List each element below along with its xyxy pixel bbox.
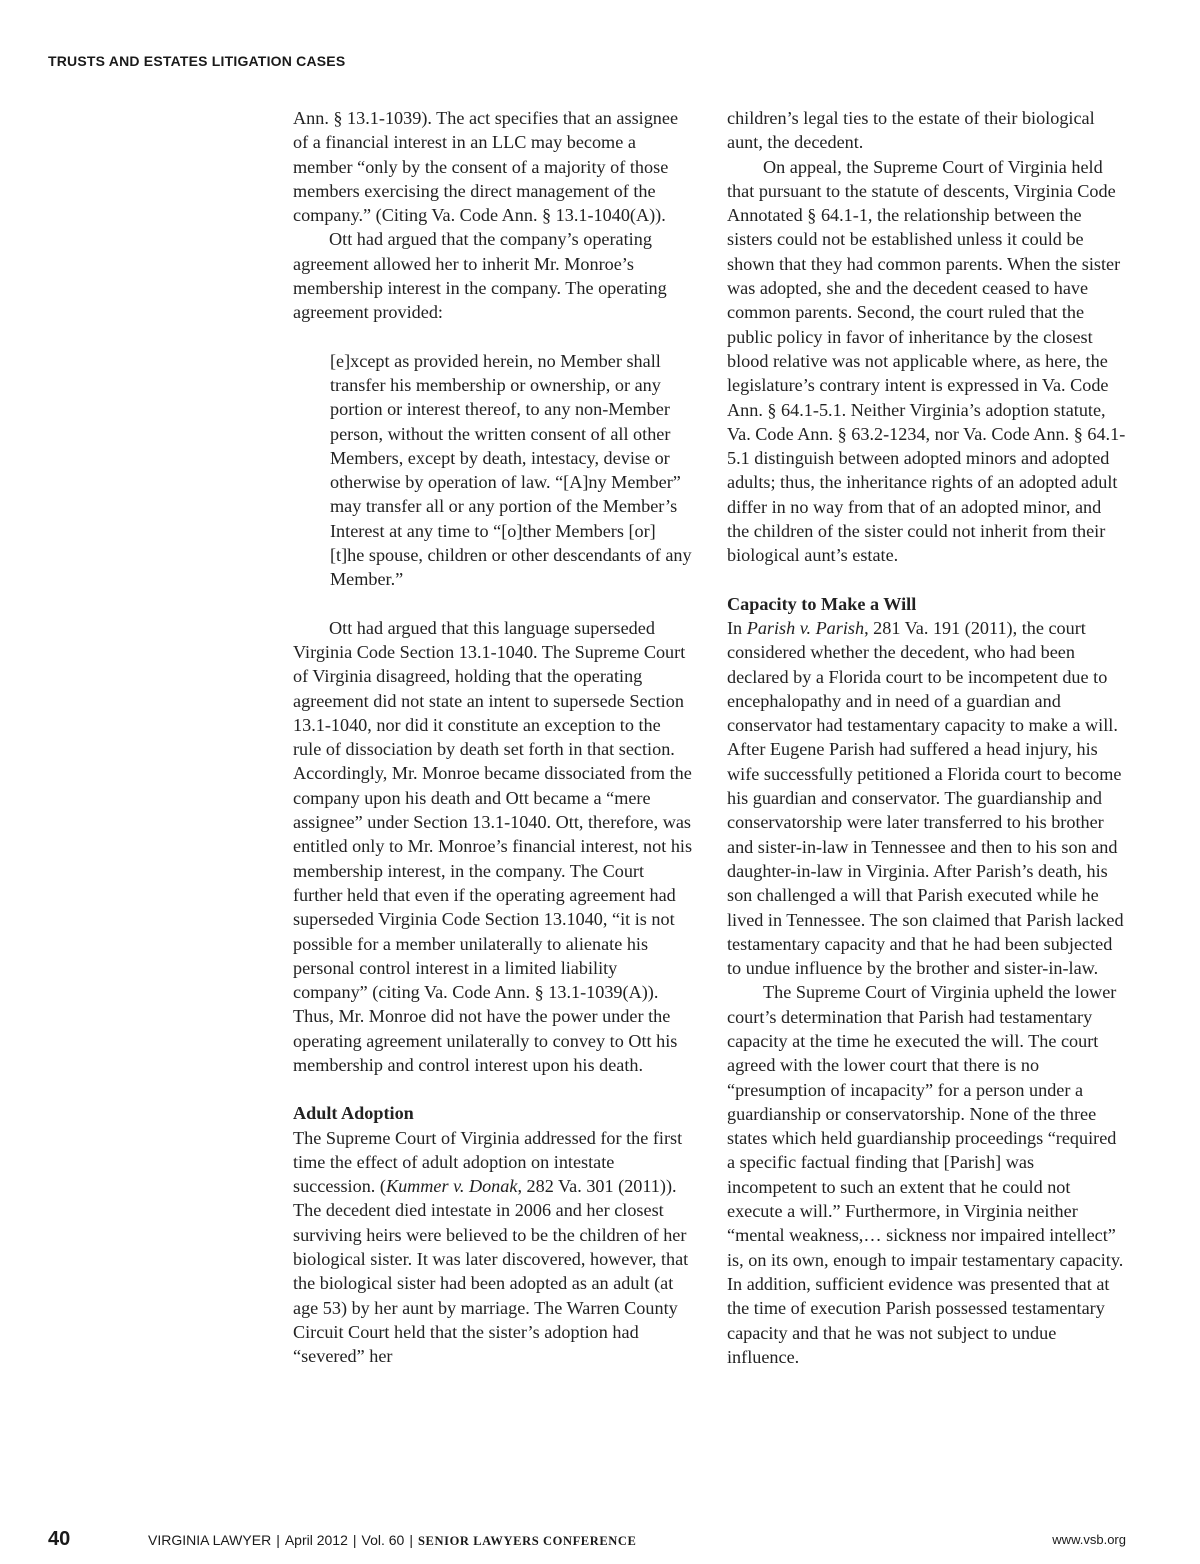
paragraph: Ott had argued that this language superseded Virginia Code Section 13.1-1040. The Supreme Court of Virginia disagreed, holding that the operating agreement did not state an intent to supersede Section 13.1-1040, nor did it constitute an exception to the rule of dissociation by death set forth in that section. Accordingly, Mr. Monroe became dissociated from the company upon his death and Ott became a “mere assignee” under Section 13.1-1040. Ott, therefore, was entitled only to Mr. Monroe’s financial interest, not his membership interest, in the company. The Court further held that even if the operating agreement had superseded Virginia Code Section 13.1040, “it is not possible for a member unilaterally to alienate his personal control interest in a limited liability company” (citing Va. Code Ann. § 13.1-1039(A)). Thus, Mr. Monroe did not have the power under the operating agreement unilaterally to convey to Ott his membership and control interest upon his death.	[293, 617, 693, 1075]
publication-name: VIRGINIA LAWYER	[148, 1532, 272, 1548]
block-quote: [e]xcept as provided herein, no Member shall transfer his membership or ownership, or any portion or interest thereof, to any non-Member person, without the written consent of all other Members, except by death, intestacy, devise or otherwise by operation of law. “[A]ny Member” may transfer all or any portion of the Member’s Interest at any time to “[o]ther Members [or] [t]he spouse, children or other descendants of any Member.”	[330, 350, 692, 590]
case-citation: Parish v. Parish	[746, 617, 865, 638]
volume: Vol. 60	[361, 1532, 405, 1548]
section-header: TRUSTS AND ESTATES LITIGATION CASES	[48, 53, 346, 69]
issue-date: April 2012	[284, 1532, 348, 1548]
publication-line	[148, 1532, 637, 1549]
paragraph: On appeal, the Supreme Court of Virginia held that pursuant to the statute of descents, Virginia Code Annotated § 64.1-1, the relationship between the sisters could not be established unless it could be shown that they had common parents. When the sister was adopted, she and the decedent ceased to have common parents. Second, the court ruled that the public policy in favor of inheritance by the closest blood relative was not applicable where, as here, the legislature’s contrary intent is expressed in Va. Code Ann. § 64.1-5.1. Neither Virginia’s adoption statute, Va. Code Ann. § 63.2-1234, nor Va. Code Ann. § 64.1-5.1 distinguish between adopted minors and adopted adults; thus, the inheritance rights of an adopted adult differ in no way from that of an adopted minor, and the children of the sister could not inherit from their biological aunt’s estate.	[727, 156, 1126, 566]
text-run: The Supreme Court of Virginia addressed for the first time the effect of adult adoption on intestate succession. (	[293, 1127, 683, 1197]
separator: |	[409, 1532, 413, 1548]
separator: |	[352, 1532, 357, 1548]
left-column	[293, 106, 693, 1369]
text-run: , 282 Va. 301 (2011)). The decedent died intestate in 2006 and her closest surviving heirs were believed to be the children of her biological sister. It was later discovered, however, that the biological sister had been adopted as an adult (at age 53) by her aunt by marriage. The Warren County Circuit Court held that the sister’s adoption had “severed” her	[293, 1176, 689, 1367]
paragraph	[727, 616, 1127, 980]
separator: |	[276, 1532, 280, 1548]
section-heading-capacity: Capacity to Make a Will	[727, 593, 917, 614]
section-heading-adult-adoption: Adult Adoption	[293, 1103, 414, 1124]
text-run: In	[727, 617, 747, 638]
page-footer	[0, 1528, 1200, 1558]
website-link[interactable]: www.vsb.org	[1052, 1532, 1126, 1547]
paragraph: Ann. § 13.1-1039). The act specifies that an assignee of a financial interest in an LLC may become a member “only by the consent of a majority of those members exercising the direct management of the company.” (Citing Va. Code Ann. § 13.1-1040(A)).	[293, 108, 679, 226]
conference-name: SENIOR LAWYERS CONFERENCE	[417, 1534, 637, 1548]
page-number: 40	[48, 1528, 71, 1550]
paragraph: children’s legal ties to the estate of their biological aunt, the decedent.	[727, 108, 1095, 153]
paragraph	[293, 1126, 693, 1369]
paragraph: The Supreme Court of Virginia upheld the lower court’s determination that Parish had testamentary capacity at the time he executed the will. The court agreed with the lower court that there is no “presumption of incapacity” for a person under a guardianship or conservatorship. None of the three states which held guardianship proceedings “required a specific factual finding that [Parish] was incompetent to such an extent that he could not execute a will.” Furthermore, in Virginia neither “mental weakness,… sickness nor impaired intellect” is, on its own, enough to impair testamentary capacity. In addition, sufficient evidence was presented that at the time of execution Parish possessed testamentary capacity and that he was not subject to undue influence.	[727, 982, 1124, 1367]
paragraph: Ott had argued that the company’s operating agreement allowed her to inherit Mr. Monroe’s membership interest in the company. The operating agreement provided:	[293, 229, 667, 323]
case-citation: Kummer v. Donak	[385, 1176, 518, 1197]
text-run: , 281 Va. 191 (2011), the court considered whether the decedent, who had been declared by a Florida court to be incompetent due to encephalopathy and in need of a guardian and conservator had testamentary capacity to make a will. After Eugene Parish had suffered a head injury, his wife successfully petitioned a Florida court to become his guardian and conservator. The guardianship and conservatorship were later transferred to his brother and sister-in-law in Tennessee and then to his son and daughter-in-law in Virginia. After Parish’s death, his son challenged a will that Parish executed while he lived in Tennessee. The son claimed that Parish lacked testamentary capacity and that he had been subjected to undue influence by the brother and sister-in-law.	[727, 617, 1124, 979]
right-column	[727, 106, 1127, 1369]
